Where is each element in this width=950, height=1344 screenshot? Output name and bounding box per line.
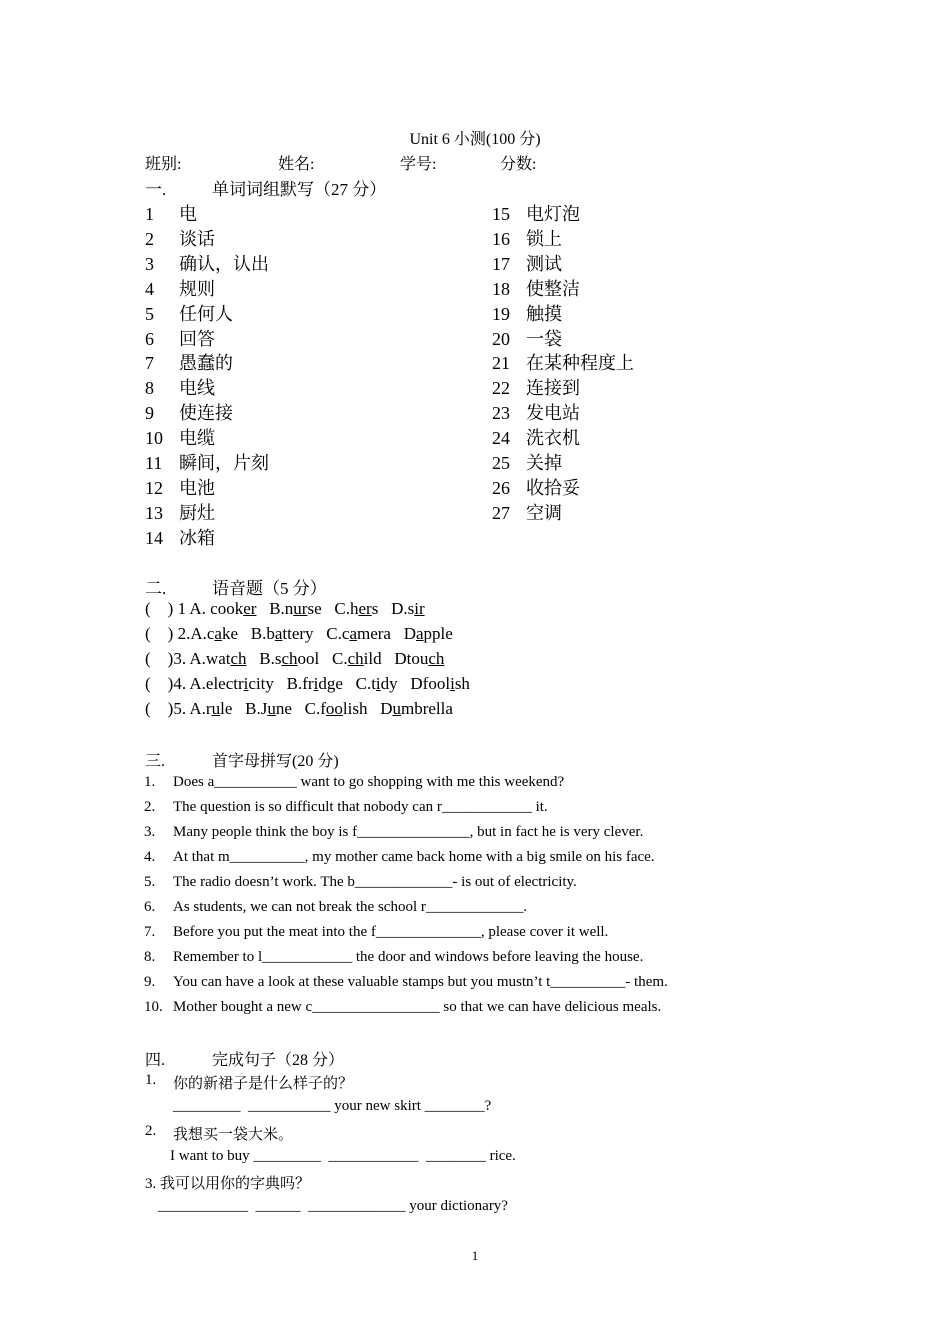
option: A.rule bbox=[189, 699, 233, 718]
q2-english: I want to buy _________ ____________ ________ rice. bbox=[170, 1148, 516, 1164]
q2-chinese: 我想买一袋大米。 bbox=[173, 1127, 294, 1143]
spelling-item bbox=[144, 974, 668, 991]
question-prefix: ( )5. bbox=[145, 699, 190, 718]
option: B.battery bbox=[250, 624, 314, 643]
question-prefix: ( ) 2. bbox=[145, 624, 191, 643]
vocab-item-text: 空调 bbox=[526, 502, 562, 523]
spelling-item-number: 1. bbox=[144, 774, 156, 790]
underlined-letters: ch bbox=[347, 649, 364, 668]
page-number: 1 bbox=[471, 1248, 479, 1263]
option: Dtouch bbox=[394, 649, 445, 668]
vocab-item-text: 电灯泡 bbox=[526, 204, 580, 224]
option: C.camera bbox=[326, 624, 391, 643]
spelling-item-number: 3. bbox=[144, 824, 156, 840]
vocab-item bbox=[145, 449, 269, 475]
spelling-item-text: You can have a look at these valuable stamps but you mustn’t t__________- them. bbox=[173, 974, 668, 990]
q1-number: 1. bbox=[145, 1072, 157, 1088]
section2-number: 二. bbox=[145, 579, 167, 598]
q2-number: 2. bbox=[145, 1123, 157, 1139]
spelling-item-text: Before you put the meat into the f______________, please cover it well. bbox=[173, 924, 609, 940]
underlined-letters: ch bbox=[281, 649, 298, 668]
underlined-letters: a bbox=[214, 624, 222, 643]
vocab-item-text: 电线 bbox=[179, 378, 215, 399]
underlined-letters: a bbox=[274, 624, 283, 643]
underlined-letters: ur bbox=[293, 599, 308, 618]
section1-number: 一. bbox=[145, 180, 167, 199]
section2-heading: 语音题（5 分） bbox=[212, 579, 327, 598]
vocab-item-text: 在某种程度上 bbox=[526, 353, 634, 374]
underlined-letters: i bbox=[450, 674, 455, 693]
spelling-item-number: 8. bbox=[144, 949, 156, 965]
spelling-item-number: 7. bbox=[144, 924, 156, 940]
vocab-item-number: 10 bbox=[145, 428, 163, 449]
section3-number: 三. bbox=[145, 753, 166, 770]
spelling-item-text: Does a___________ want to go shopping with me this weekend? bbox=[173, 774, 565, 790]
vocab-item-text: 使整洁 bbox=[526, 278, 580, 299]
underlined-letters: a bbox=[349, 624, 357, 643]
vocab-item-text: 任何人 bbox=[179, 303, 233, 324]
vocab-item bbox=[492, 374, 580, 400]
vocab-item-number: 3 bbox=[145, 253, 154, 274]
vocab-item-number: 6 bbox=[145, 328, 154, 349]
q1-chinese: 你的新裙子是什么样子的？ bbox=[173, 1076, 354, 1092]
spelling-item-text: The question is so difficult that nobody can r____________ it. bbox=[173, 799, 548, 815]
vocab-item-number: 19 bbox=[492, 303, 510, 324]
vocab-item-text: 连接到 bbox=[526, 378, 580, 399]
vocab-item-text: 瞬间，片刻 bbox=[179, 453, 269, 473]
vocab-item-text: 电缆 bbox=[179, 428, 215, 449]
spelling-item-text: As students, we can not break the school r_____________. bbox=[173, 899, 528, 915]
vocab-item-number: 1 bbox=[145, 204, 154, 224]
spelling-item-number: 4. bbox=[144, 849, 156, 865]
vocab-item bbox=[145, 349, 233, 375]
vocab-item-text: 电池 bbox=[179, 477, 215, 498]
spelling-item-text: The radio doesn’t work. The b_____________- is out of electricity. bbox=[173, 874, 577, 890]
spelling-item-text: At that m__________, my mother came back home with a big smile on his face. bbox=[173, 849, 655, 865]
vocab-item-number: 8 bbox=[145, 378, 154, 399]
phonetics-question bbox=[145, 674, 470, 694]
spelling-item-text: Remember to l____________ the door and windows before leaving the house. bbox=[173, 949, 644, 965]
vocab-item-text: 触摸 bbox=[526, 303, 562, 324]
vocab-item-text: 确认，认出 bbox=[179, 253, 269, 274]
spelling-item-text: Mother bought a new c_________________ so that we can have delicious meals. bbox=[173, 999, 662, 1015]
vocab-item bbox=[492, 325, 562, 351]
vocab-item bbox=[492, 349, 634, 375]
spelling-item bbox=[144, 824, 643, 841]
vocab-item bbox=[492, 250, 562, 276]
question-prefix: ( ) 1 bbox=[145, 599, 190, 618]
vocab-item-text: 厨灶 bbox=[179, 502, 215, 523]
vocab-item bbox=[145, 374, 215, 400]
underlined-letters: u bbox=[392, 699, 401, 718]
spelling-item bbox=[144, 874, 577, 891]
section4-heading: 完成句子（28 分） bbox=[212, 1052, 345, 1069]
vocab-item-number: 17 bbox=[492, 253, 510, 274]
vocab-item-number: 4 bbox=[145, 278, 154, 299]
vocab-item-number: 12 bbox=[145, 477, 163, 498]
vocab-item bbox=[492, 399, 580, 425]
vocab-item-number: 14 bbox=[145, 527, 163, 548]
student-id-label: 学号: bbox=[400, 156, 437, 173]
option: C.child bbox=[332, 649, 382, 668]
option: B.fridge bbox=[286, 674, 343, 693]
vocab-item-text: 规则 bbox=[179, 278, 215, 299]
vocab-item-number: 7 bbox=[145, 353, 154, 374]
spelling-item bbox=[144, 924, 608, 941]
vocab-item-text: 发电站 bbox=[526, 403, 580, 424]
underlined-letters: oo bbox=[325, 699, 343, 718]
option: A.watch bbox=[189, 649, 247, 668]
option: Dapple bbox=[403, 624, 453, 643]
spelling-item-number: 2. bbox=[144, 799, 156, 815]
vocab-item bbox=[145, 474, 215, 500]
vocab-item bbox=[145, 399, 233, 425]
option: B.school bbox=[259, 649, 320, 668]
spelling-item bbox=[144, 774, 564, 791]
option: C.foolish bbox=[304, 699, 368, 718]
vocab-item bbox=[492, 200, 580, 226]
vocab-item-number: 5 bbox=[145, 303, 154, 324]
spelling-item-number: 5. bbox=[144, 874, 156, 890]
underlined-letters: ch bbox=[230, 649, 247, 668]
section4-number: 四. bbox=[145, 1052, 166, 1069]
vocab-item-number: 21 bbox=[492, 353, 510, 374]
vocab-item-number: 18 bbox=[492, 278, 510, 299]
question-prefix: ( )4. bbox=[145, 674, 190, 693]
vocab-item-text: 一袋 bbox=[526, 328, 562, 349]
option: C.hers bbox=[334, 599, 379, 618]
vocab-item-number: 22 bbox=[492, 378, 510, 399]
vocab-item-text: 电 bbox=[179, 204, 197, 224]
vocab-item-text: 谈话 bbox=[179, 228, 215, 249]
section3-heading: 首字母拼写(20 分) bbox=[212, 753, 339, 770]
vocab-item-text: 收拾妥 bbox=[526, 477, 580, 498]
vocab-item-number: 9 bbox=[145, 403, 154, 424]
vocab-item bbox=[145, 300, 233, 326]
option: C.tidy bbox=[355, 674, 398, 693]
vocab-item-text: 愚蠢的 bbox=[179, 353, 233, 374]
spelling-item-number: 10. bbox=[144, 999, 163, 1015]
vocab-item-number: 11 bbox=[145, 453, 163, 473]
page-title: Unit 6 小测(100 分) bbox=[409, 131, 541, 148]
phonetics-question bbox=[145, 699, 453, 719]
underlined-letters: i bbox=[243, 674, 249, 693]
option: A.electricity bbox=[189, 674, 274, 693]
option: D.sir bbox=[391, 599, 425, 618]
underlined-letters: er bbox=[358, 599, 372, 618]
vocab-item-number: 25 bbox=[492, 453, 510, 473]
underlined-letters: u bbox=[211, 699, 221, 718]
vocab-item bbox=[492, 474, 580, 500]
option: A. cooker bbox=[189, 599, 257, 618]
vocab-item-number: 24 bbox=[492, 428, 510, 449]
vocab-item-number: 26 bbox=[492, 477, 510, 498]
vocab-item-text: 测试 bbox=[526, 253, 562, 274]
q3-english: ____________ ______ _____________ your dictionary? bbox=[158, 1198, 508, 1214]
spelling-item-number: 6. bbox=[144, 899, 156, 915]
q3-chinese: 3. 我可以用你的字典吗？ bbox=[145, 1176, 311, 1192]
option: Dumbrella bbox=[380, 699, 453, 718]
phonetics-question bbox=[145, 649, 444, 669]
vocab-item bbox=[492, 424, 580, 450]
question-prefix: ( )3. bbox=[145, 649, 190, 668]
class-label: 班别: bbox=[145, 156, 182, 173]
vocab-item bbox=[492, 275, 580, 301]
score-label: 分数: bbox=[500, 156, 537, 173]
vocab-item bbox=[145, 524, 215, 550]
vocab-item-number: 23 bbox=[492, 403, 510, 424]
vocab-item-text: 回答 bbox=[179, 328, 215, 349]
q1-english: _________ ___________ your new skirt ________? bbox=[173, 1098, 492, 1114]
phonetics-question bbox=[145, 599, 425, 619]
spelling-item bbox=[144, 899, 527, 916]
vocab-item bbox=[145, 250, 269, 276]
option: A.cake bbox=[190, 624, 238, 643]
underlined-letters: er bbox=[243, 599, 257, 618]
vocab-item bbox=[492, 225, 562, 251]
underlined-letters: u bbox=[267, 699, 276, 718]
vocab-item-number: 27 bbox=[492, 502, 510, 523]
vocab-item-text: 关掉 bbox=[526, 453, 562, 473]
vocab-item bbox=[145, 200, 197, 226]
vocab-item bbox=[145, 275, 215, 301]
underlined-letters: i bbox=[375, 674, 381, 693]
vocab-item-text: 冰箱 bbox=[179, 527, 215, 548]
name-label: 姓名: bbox=[278, 156, 315, 173]
spelling-item bbox=[144, 799, 548, 816]
spelling-item bbox=[144, 949, 643, 966]
spelling-item-text: Many people think the boy is f_______________, but in fact he is very clever. bbox=[173, 824, 644, 840]
phonetics-question bbox=[145, 624, 453, 644]
underlined-letters: ch bbox=[428, 649, 445, 668]
vocab-item-number: 13 bbox=[145, 502, 163, 523]
vocab-item-number: 20 bbox=[492, 328, 510, 349]
section1-heading: 单词词组默写（27 分） bbox=[212, 180, 387, 199]
underlined-letters: a bbox=[416, 624, 424, 643]
spelling-item bbox=[144, 849, 655, 866]
vocab-item-number: 16 bbox=[492, 228, 510, 249]
option: B.June bbox=[245, 699, 292, 718]
vocab-item bbox=[492, 449, 562, 475]
vocab-item-number: 15 bbox=[492, 204, 510, 224]
option: Dfoolish bbox=[410, 674, 470, 693]
spelling-item-number: 9. bbox=[144, 974, 156, 990]
spelling-item bbox=[144, 999, 661, 1016]
vocab-item bbox=[492, 300, 562, 326]
underlined-letters: i bbox=[313, 674, 319, 693]
vocab-item-text: 使连接 bbox=[179, 403, 233, 424]
vocab-item-text: 锁上 bbox=[526, 228, 562, 249]
vocab-item bbox=[145, 225, 215, 251]
vocab-item-number: 2 bbox=[145, 228, 154, 249]
underlined-letters: ir bbox=[414, 599, 425, 618]
option: B.nurse bbox=[269, 599, 322, 618]
vocab-item-text: 洗衣机 bbox=[526, 428, 580, 449]
vocab-item bbox=[492, 499, 562, 525]
vocab-item bbox=[145, 499, 215, 525]
vocab-item bbox=[145, 325, 215, 351]
vocab-item bbox=[145, 424, 215, 450]
